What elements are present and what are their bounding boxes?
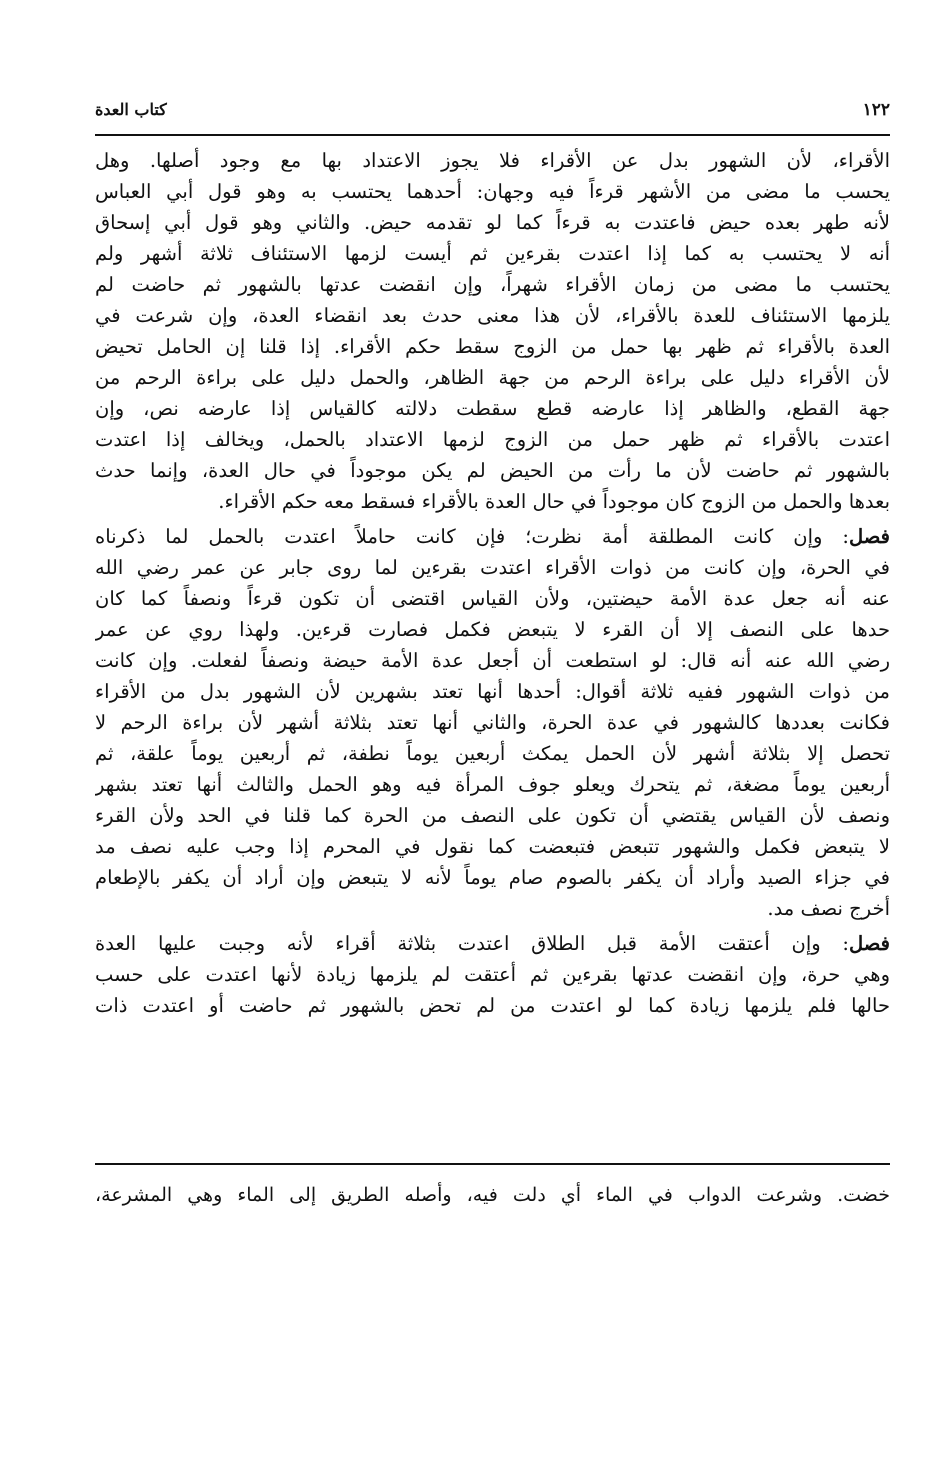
text-line — [95, 455, 890, 486]
text-line — [95, 238, 890, 269]
line-text: عنه أنه جعل عدة الأمة حيضتين، ولأن القياس اقتضى أن تكون قرءاً ونصفاً كما كان — [95, 587, 890, 610]
text-line — [95, 486, 890, 517]
text-line — [95, 393, 890, 424]
paragraph — [95, 928, 890, 1021]
text-line — [95, 738, 890, 769]
line-text: رضي الله عنه أنه قال: لو استطعت أن أجعل عدة الأمة حيضة ونصفاً لفعلت. وإن كانت — [95, 649, 890, 672]
paragraph — [95, 145, 890, 517]
book-title: كتاب العدة — [95, 100, 167, 119]
line-text: لأنه طهر بعده حيض فاعتدت به قرءاً كما لو تقدمه حيض. والثاني وهو قول أبي إسحاق — [95, 211, 890, 234]
text-line — [95, 769, 890, 800]
line-text: جهة القطع، والظاهر إذا عارضه قطع سقطت دلالته كالقياس إذا عارضه نص، وإن — [95, 397, 890, 420]
text-line — [95, 862, 890, 893]
paragraph — [95, 521, 890, 924]
text-line — [95, 800, 890, 831]
line-text: الأقراء، لأن الشهور بدل عن الأقراء فلا يجوز الاعتداد بها مع وجود أصلها. وهل — [95, 149, 890, 172]
running-header — [95, 100, 890, 130]
line-text: حالها فلم يلزمها زيادة كما لو اعتدت من لم تحض بالشهور ثم حاضت أو اعتدت ذات — [95, 994, 890, 1017]
header-rule — [95, 134, 890, 136]
text-line — [95, 424, 890, 455]
footnote: خضت. وشرعت الدواب في الماء أي دلت فيه، وأصله الطريق إلى الماء وهي المشرعة، — [95, 1184, 890, 1206]
line-text: أنه لا يحتسب به كما إذا اعتدت بقرءين ثم أيست لزمها الاستئناف ثلاثة أشهر ولم — [95, 242, 890, 265]
line-text: وهي حرة، وإن انقضت عدتها بقرءين ثم أعتقت لم يلزمها زيادة لأنها اعتدت على حسب — [95, 963, 890, 986]
text-line — [95, 145, 890, 176]
line-text: في جزاء الصيد وأراد أن يكفر بالصوم صام يوماً لأنه لا يتبعض وإن أراد أن يكفر بالإطعام — [95, 866, 890, 889]
text-line — [95, 990, 890, 1021]
text-line — [95, 645, 890, 676]
line-text: لا يتبعض فكمل والشهور تتبعض فتبعضت كما نقول في المحرم إذا وجب عليه نصف مد — [95, 835, 890, 858]
text-line — [95, 831, 890, 862]
text-line — [95, 300, 890, 331]
text-line — [95, 362, 890, 393]
text-line — [95, 893, 890, 924]
text-line — [95, 707, 890, 738]
section-keyword: فصل — [849, 525, 890, 548]
text-line — [95, 583, 890, 614]
line-text: بالشهور ثم حاضت لأن ما رأت من الحيض لم يكن موجوداً في حال العدة، وإنما حدث — [95, 459, 890, 482]
text-line — [95, 176, 890, 207]
text-line — [95, 928, 890, 959]
line-text: : وإن كانت المطلقة أمة نظرت؛ فإن كانت حاملاً اعتدت بالحمل لما ذكرناه — [95, 525, 849, 548]
line-text: اعتدت بالأقراء ثم ظهر حمل من الزوج لزمها الاعتداد بالحمل، ويخالف إذا اعتدت — [95, 428, 890, 451]
line-text: لأن الأقراء دليل على براءة الرحم من جهة الظاهر، والحمل دليل على براءة الرحم من — [95, 366, 890, 389]
line-text: ونصف لأن القياس يقتضي أن تكون على النصف من الحرة كما قلنا في الحد ولأن القرء — [95, 804, 890, 827]
line-text: أخرج نصف مد. — [767, 897, 890, 920]
line-text: يحتسب ما مضى من زمان الأقراء شهراً، وإن انقضت عدتها بالشهور ثم حاضت لم — [95, 273, 890, 296]
text-line — [95, 207, 890, 238]
text-line — [95, 676, 890, 707]
text-line — [95, 269, 890, 300]
text-line — [95, 614, 890, 645]
page-number: ١٢٢ — [862, 100, 890, 120]
text-line — [95, 552, 890, 583]
text-line — [95, 331, 890, 362]
text-line — [95, 521, 890, 552]
line-text: العدة بالأقراء ثم ظهر بها حمل من الزوج سقط حكم الأقراء. إذا قلنا إن الحامل تحيض — [95, 335, 890, 358]
section-keyword: فصل — [849, 932, 890, 955]
page-body — [95, 145, 890, 1021]
line-text: في الحرة، وإن كانت من ذوات الأقراء اعتدت بقرءين لما روى جابر عن عمر رضي الله — [95, 556, 890, 579]
line-text: : وإن أعتقت الأمة قبل الطلاق اعتدت بثلاثة أقراء لأنه وجبت عليها العدة — [95, 932, 849, 955]
line-text: أربعين يوماً مضغة، ثم يتحرك ويعلو جوف المرأة فيه وهو الحمل والثالث أنها تعتد بشهر — [95, 773, 890, 796]
line-text: من ذوات الشهور ففيه ثلاثة أقوال: أحدها أنها تعتد بشهرين لأن الشهور بدل من الأقراء — [95, 680, 890, 703]
line-text: بعدها والحمل من الزوج كان موجوداً في حال العدة بالأقراء فسقط معه حكم الأقراء. — [218, 490, 890, 513]
line-text: فكانت بعددها كالشهور في عدة الحرة، والثاني أنها تعتد بثلاثة أشهر لأن براءة الرحم لا — [95, 711, 890, 734]
line-text: حدها على النصف إلا أن القرء لا يتبعض فكمل فصارت قرءين. ولهذا روي عن عمر — [95, 618, 890, 641]
line-text: يلزمها الاستئناف للعدة بالأقراء، لأن هذا معنى حدث بعد انقضاء العدة، وإن شرعت في — [95, 304, 890, 327]
line-text: يحسب ما مضى من الأشهر قرءاً فيه وجهان: أحدهما يحتسب به وهو قول أبي العباس — [95, 180, 890, 203]
footnote-rule — [95, 1163, 890, 1165]
line-text: تحصل إلا بثلاثة أشهر لأن الحمل يمكث أربعين يوماً نطفة، ثم أربعين يوماً علقة، ثم — [95, 742, 890, 765]
text-line — [95, 959, 890, 990]
